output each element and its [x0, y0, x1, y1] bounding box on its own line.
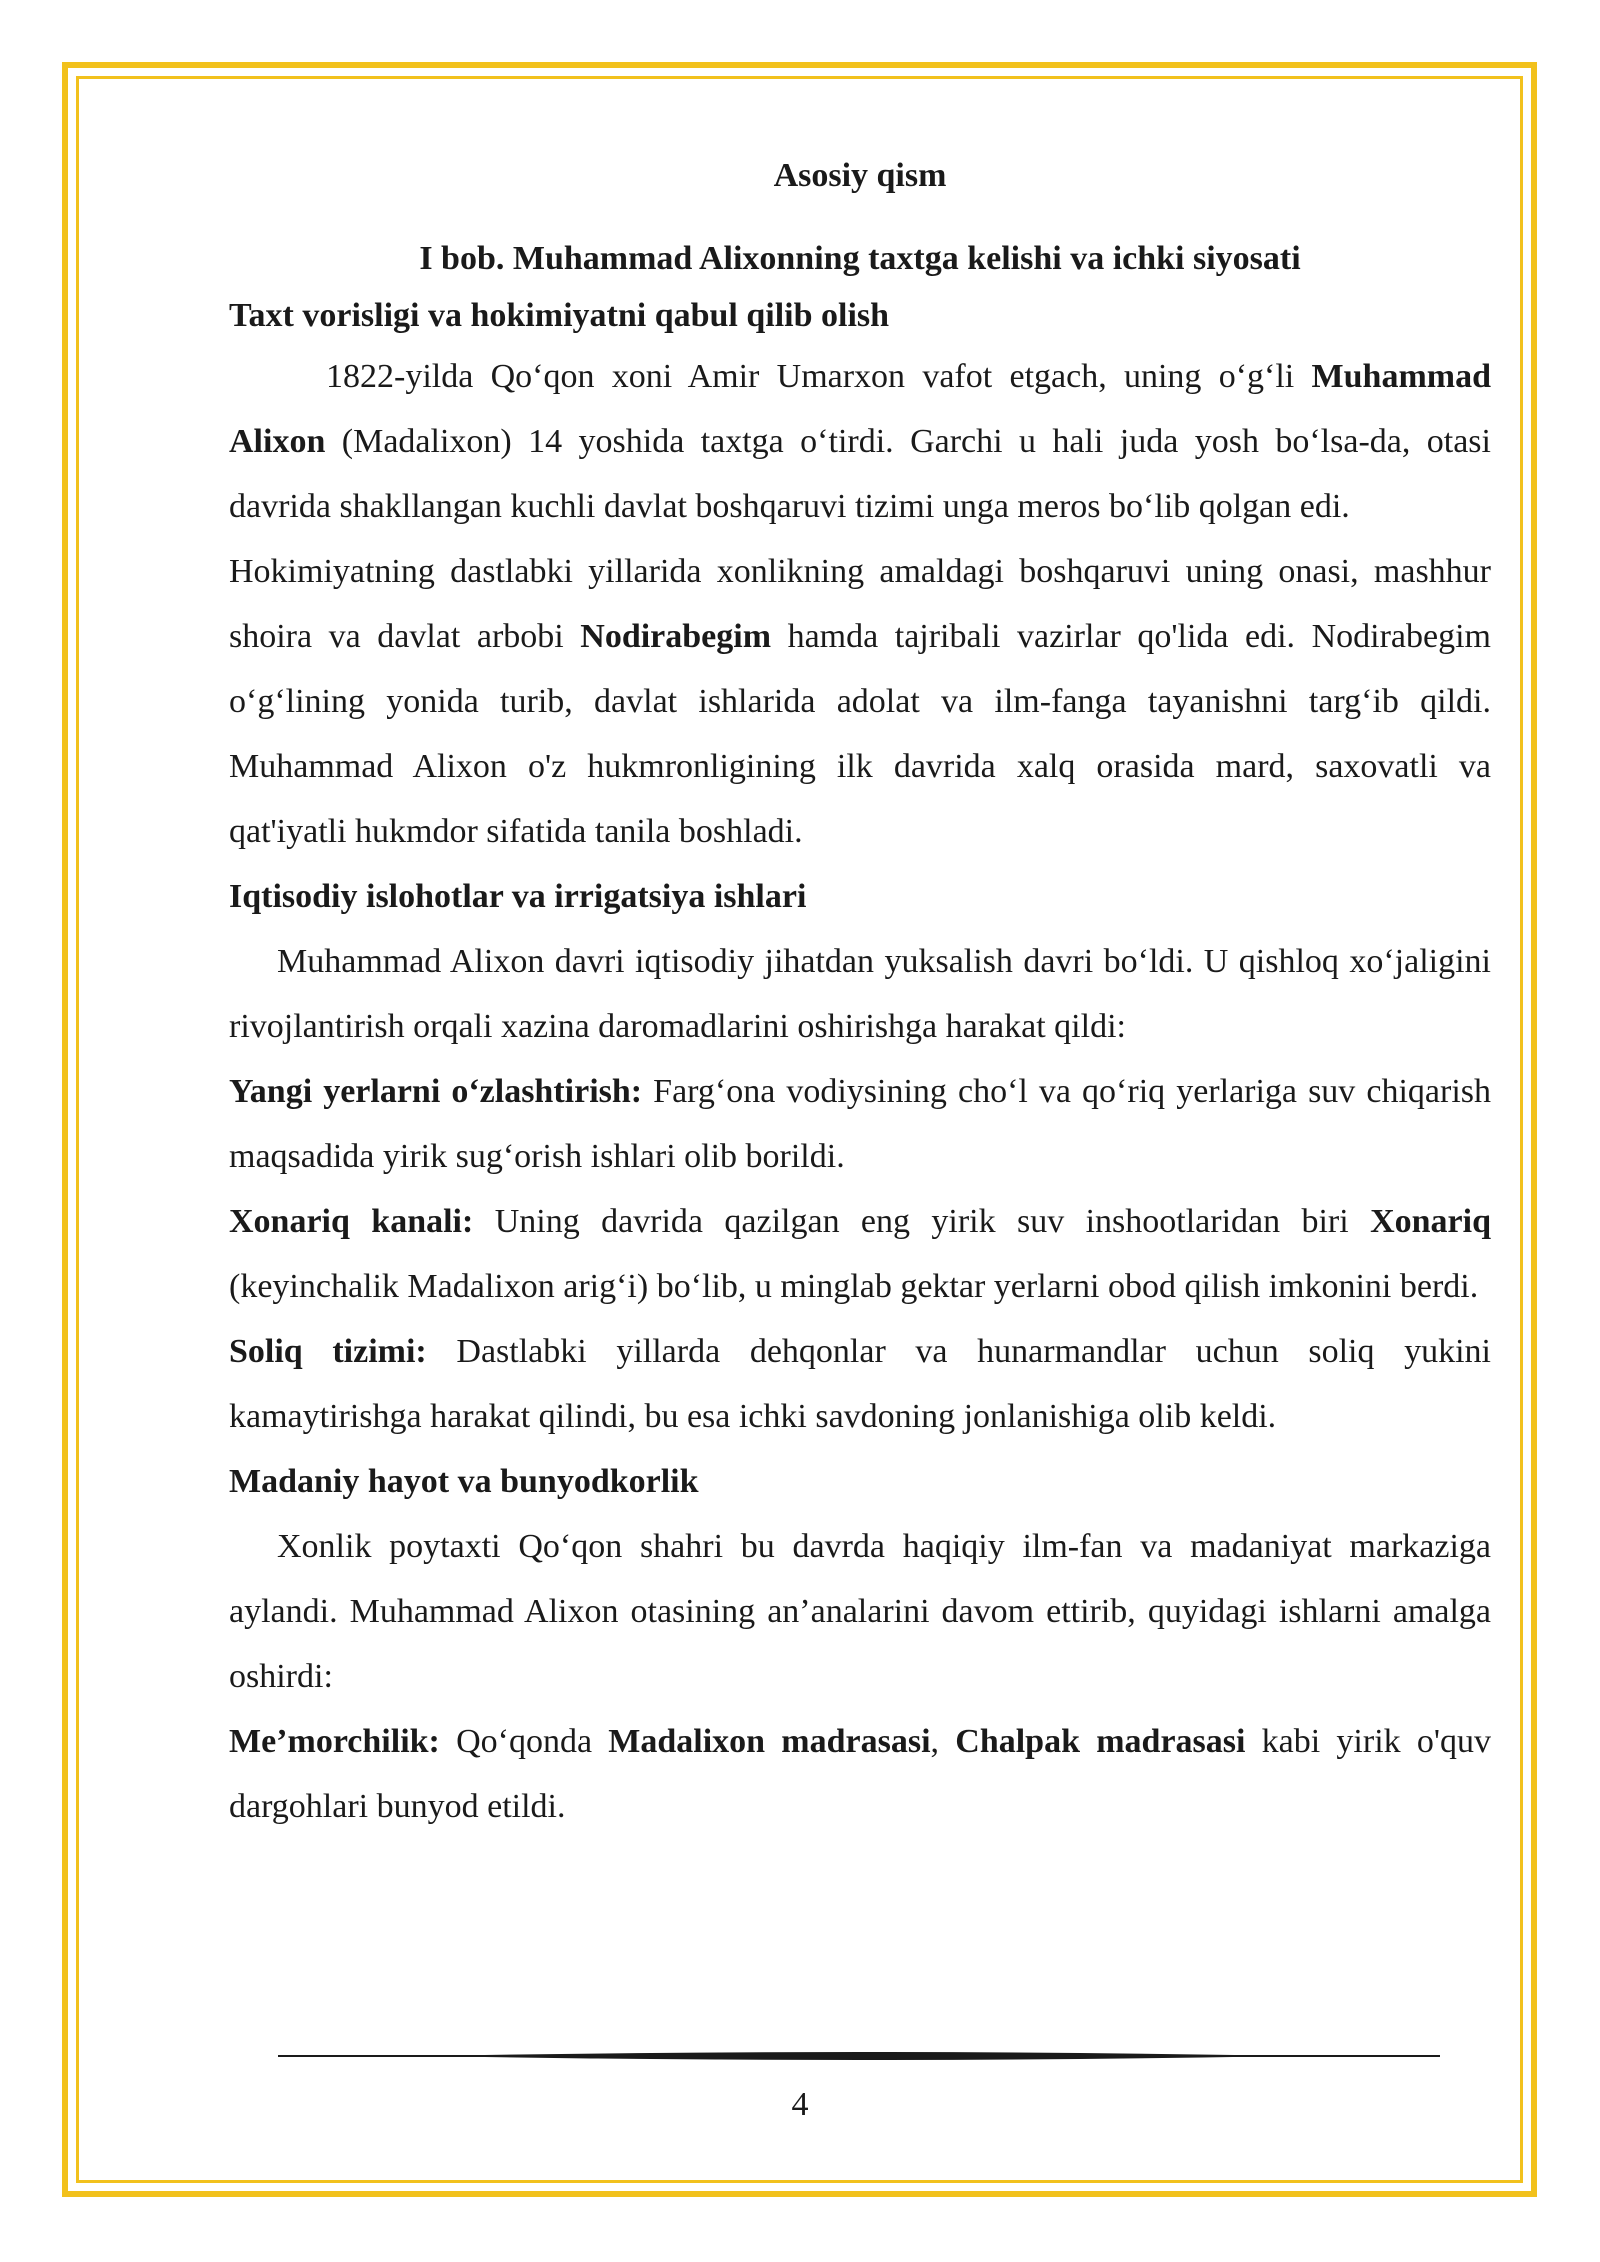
section-heading-culture: Madaniy hayot va bunyodkorlik [229, 1463, 699, 1500]
list-item-architecture: Me’morchilik: Qo‘qonda Madalixon madrasasi, Chalpak madrasasi kabi yirik o'quv dargohlari bunyod etildi. [229, 1723, 1491, 1825]
paragraph-succession-2: Hokimiyatning dastlabki yillarida xonlikning amaldagi boshqaruvi uning onasi, mashhur shoira va davlat arbobi Nodirabegim hamda tajribali vazirlar qo'lida edi. Nodirabegim o‘g‘lining yonida turib, davlat ishlarida adolat va ilm-fanga tayanishni targ‘ib qildi. Muhammad Alixon o'z hukmronligining ilk davrida xalq orasida mard, saxovatli va qat'iyatli hukmdor sifatida tanila boshladi. [229, 553, 1491, 850]
section-heading-economy: Iqtisodiy islohotlar va irrigatsiya ishlari [229, 878, 807, 915]
paragraph-succession-1: 1822-yilda Qo‘qon xoni Amir Umarxon vafot etgach, uning o‘g‘li Muhammad Alixon (Madalixon) 14 yoshida taxtga o‘tirdi. Garchi u hali juda yosh bo‘lsa-da, otasi davrida shakllangan kuchli davlat boshqaruvi tizimi unga meros bo‘lib qolgan edi. [229, 358, 1491, 525]
list-item-tax-system: Soliq tizimi: Dastlabki yillarda dehqonlar va hunarmandlar uchun soliq yukini kamaytirishga harakat qilindi, bu esa ichki savdoning jonlanishiga olib keldi. [229, 1333, 1491, 1435]
chapter-title: I bob. Muhammad Alixonning taxtga kelishi va ichki siyosati [419, 240, 1301, 277]
footer-divider [278, 2050, 1440, 2062]
page-number: 4 [791, 2086, 809, 2123]
section-heading-succession: Taxt vorisligi va hokimiyatni qabul qilib olish [229, 297, 890, 334]
list-item-xonariq-canal: Xonariq kanali: Uning davrida qazilgan eng yirik suv inshootlaridan biri Xonariq (keyinchalik Madalixon arig‘i) bo‘lib, u minglab gektar yerlarni obod qilish imkonini berdi. [229, 1203, 1491, 1305]
page-title: Asosiy qism [773, 157, 947, 194]
page-content [229, 140, 1491, 1839]
paragraph-culture-intro: Xonlik poytaxti Qo‘qon shahri bu davrda haqiqiy ilm-fan va madaniyat markaziga aylandi. Muhammad Alixon otasining an’analarini davom ettirib, quyidagi ishlarni amalga oshirdi: [229, 1528, 1491, 1695]
paragraph-economy-intro: Muhammad Alixon davri iqtisodiy jihatdan yuksalish davri bo‘ldi. U qishloq xo‘jaligini rivojlantirish orqali xazina daromadlarini oshirishga harakat qildi: [229, 943, 1491, 1045]
list-item-new-lands: Yangi yerlarni o‘zlashtirish: Farg‘ona vodiysining cho‘l va qo‘riq yerlariga suv chiqarish maqsadida yirik sug‘orish ishlari olib borildi. [229, 1073, 1491, 1175]
